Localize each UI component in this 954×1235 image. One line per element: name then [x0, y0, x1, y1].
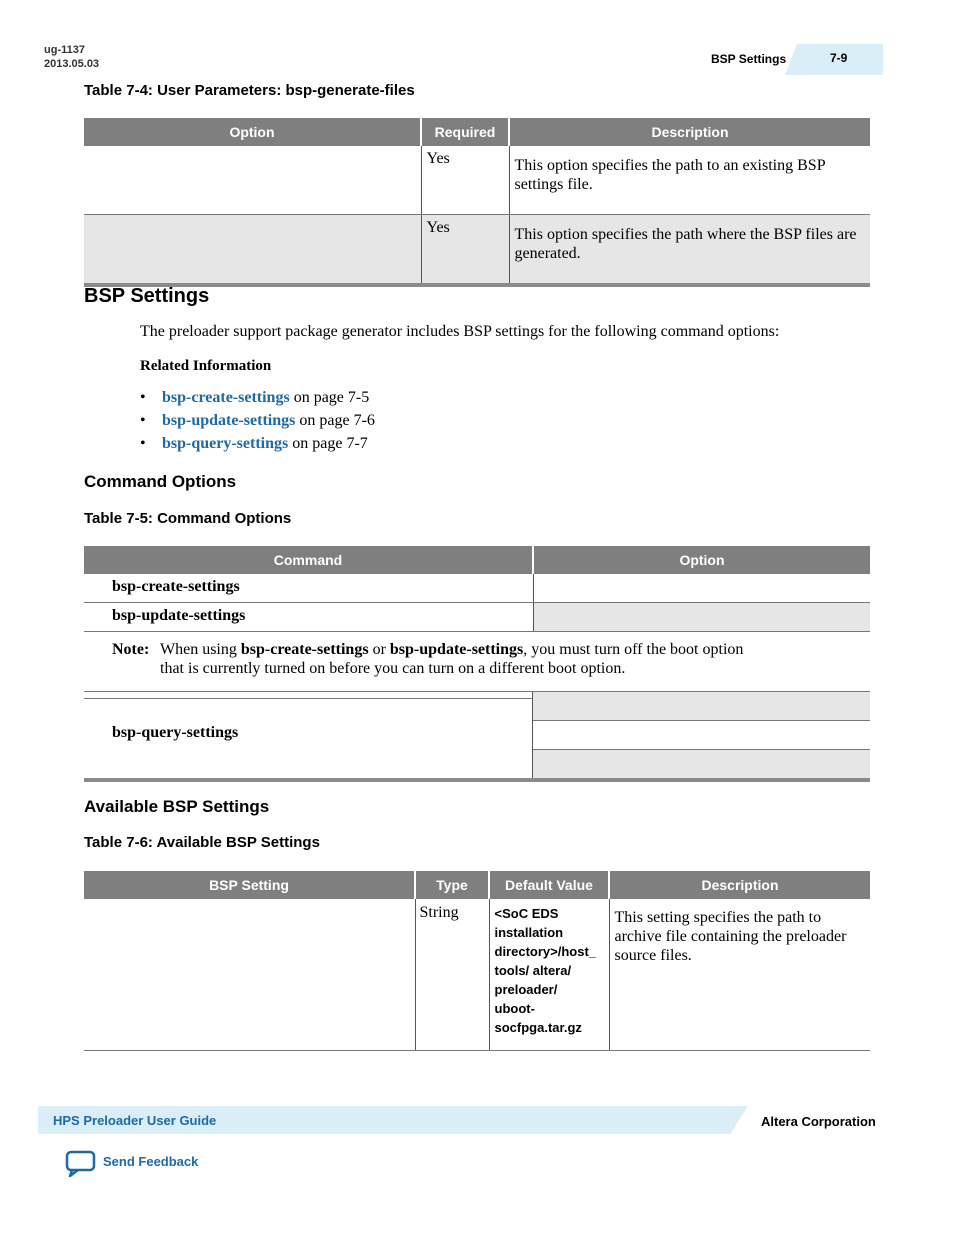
command-options-table: [84, 546, 870, 699]
col-required: Required: [421, 118, 509, 146]
available-settings-table: [84, 871, 870, 1051]
link-bsp-query-settings[interactable]: bsp-query-settings: [162, 435, 289, 452]
command-options-title: Command Options: [84, 472, 237, 491]
col-description: Description: [609, 871, 870, 899]
available-settings-title: Available BSP Settings: [84, 797, 270, 816]
required-cell: Yes: [421, 146, 509, 215]
link-bsp-create-settings[interactable]: bsp-create-settings: [162, 389, 290, 406]
default-value-cell: [489, 899, 609, 1051]
description-cell: This option specifies the path to an existing BSP settings file.: [509, 146, 870, 215]
section-title: BSP Settings: [84, 285, 210, 307]
table1-caption: Table 7-4: User Parameters: bsp-generate-files: [84, 82, 415, 99]
option-cell: [533, 574, 870, 603]
default-value-line: tools/ altera/: [494, 963, 572, 978]
running-header-section: BSP Settings: [711, 52, 787, 66]
table-row: [84, 574, 870, 603]
description-cell: This option specifies the path where the BSP files are generated.: [509, 215, 870, 286]
list-item: [140, 432, 375, 455]
note-command: bsp-create-settings: [240, 641, 369, 658]
command-cell: bsp-create-settings: [84, 574, 533, 603]
command-cell: bsp-query-settings: [112, 724, 239, 741]
setting-cell: [84, 899, 415, 1051]
default-value-line: <SoC EDS: [494, 906, 559, 921]
note-command: bsp-update-settings: [389, 641, 524, 658]
note-cell: [84, 632, 870, 699]
default-value-line: directory>/host_: [494, 944, 597, 959]
send-feedback-link[interactable]: Send Feedback: [103, 1154, 199, 1169]
option-cell: [533, 603, 870, 632]
col-bsp-setting: BSP Setting: [84, 871, 415, 899]
feedback-icon[interactable]: [65, 1150, 97, 1183]
link-suffix: on page 7-5: [289, 389, 370, 406]
related-information-label: Related Information: [140, 358, 272, 374]
note-text: , you must turn off the boot option: [523, 641, 744, 658]
col-default-value: Default Value: [489, 871, 609, 899]
footer-guide-title[interactable]: HPS Preloader User Guide: [53, 1113, 217, 1128]
description-cell: This setting specifies the path to archive file containing the preloader source files.: [609, 899, 870, 1051]
option-cell: [533, 750, 870, 778]
link-bsp-update-settings[interactable]: bsp-update-settings: [162, 412, 296, 429]
note-text: that is currently turned on before you can turn on a different boot option.: [160, 660, 626, 677]
list-item: [140, 386, 375, 409]
table-header-row: [84, 871, 870, 899]
note-text: or: [368, 641, 390, 658]
link-suffix: on page 7-6: [295, 412, 375, 429]
note-text: When using: [160, 641, 241, 658]
type-cell: String: [415, 899, 489, 1051]
doc-date: 2013.05.03: [44, 58, 100, 70]
default-value-line: preloader/: [494, 982, 558, 997]
option-cell: [84, 146, 421, 215]
table-row: [84, 146, 870, 215]
note-row: [84, 632, 870, 699]
table-header-row: [84, 546, 870, 574]
col-command: Command: [84, 546, 533, 574]
note-label: Note:: [112, 641, 150, 658]
intro-paragraph: The preloader support package generator includes BSP settings for the following command options:: [140, 323, 780, 340]
col-description: Description: [509, 118, 870, 146]
page-tab-notch: [785, 44, 797, 75]
col-option: Option: [533, 546, 870, 574]
query-settings-row: [84, 691, 870, 782]
col-type: Type: [415, 871, 489, 899]
default-value-line: socfpga.tar.gz: [494, 1020, 582, 1035]
required-cell: Yes: [421, 215, 509, 286]
table-row: [84, 899, 870, 1051]
table-row: [84, 215, 870, 286]
col-option: Option: [84, 118, 421, 146]
default-value-line: installation: [494, 925, 564, 940]
option-cell: [533, 692, 870, 721]
default-value-line: uboot-: [494, 1001, 535, 1016]
command-cell: bsp-update-settings: [84, 603, 533, 632]
option-cell: [84, 215, 421, 286]
user-parameters-table: [84, 118, 870, 287]
option-cell: [533, 721, 870, 750]
related-links-list: [140, 386, 375, 455]
table-header-row: [84, 118, 870, 146]
list-item: [140, 409, 375, 432]
table2-caption: Table 7-5: Command Options: [84, 510, 292, 527]
page-number: 7-9: [830, 51, 848, 65]
doc-id: ug-1137 2013.05.03: [44, 44, 100, 70]
link-suffix: on page 7-7: [288, 435, 368, 452]
table-row: [84, 603, 870, 632]
table3-caption: Table 7-6: Available BSP Settings: [84, 834, 320, 851]
footer-corporation: Altera Corporation: [761, 1114, 876, 1129]
